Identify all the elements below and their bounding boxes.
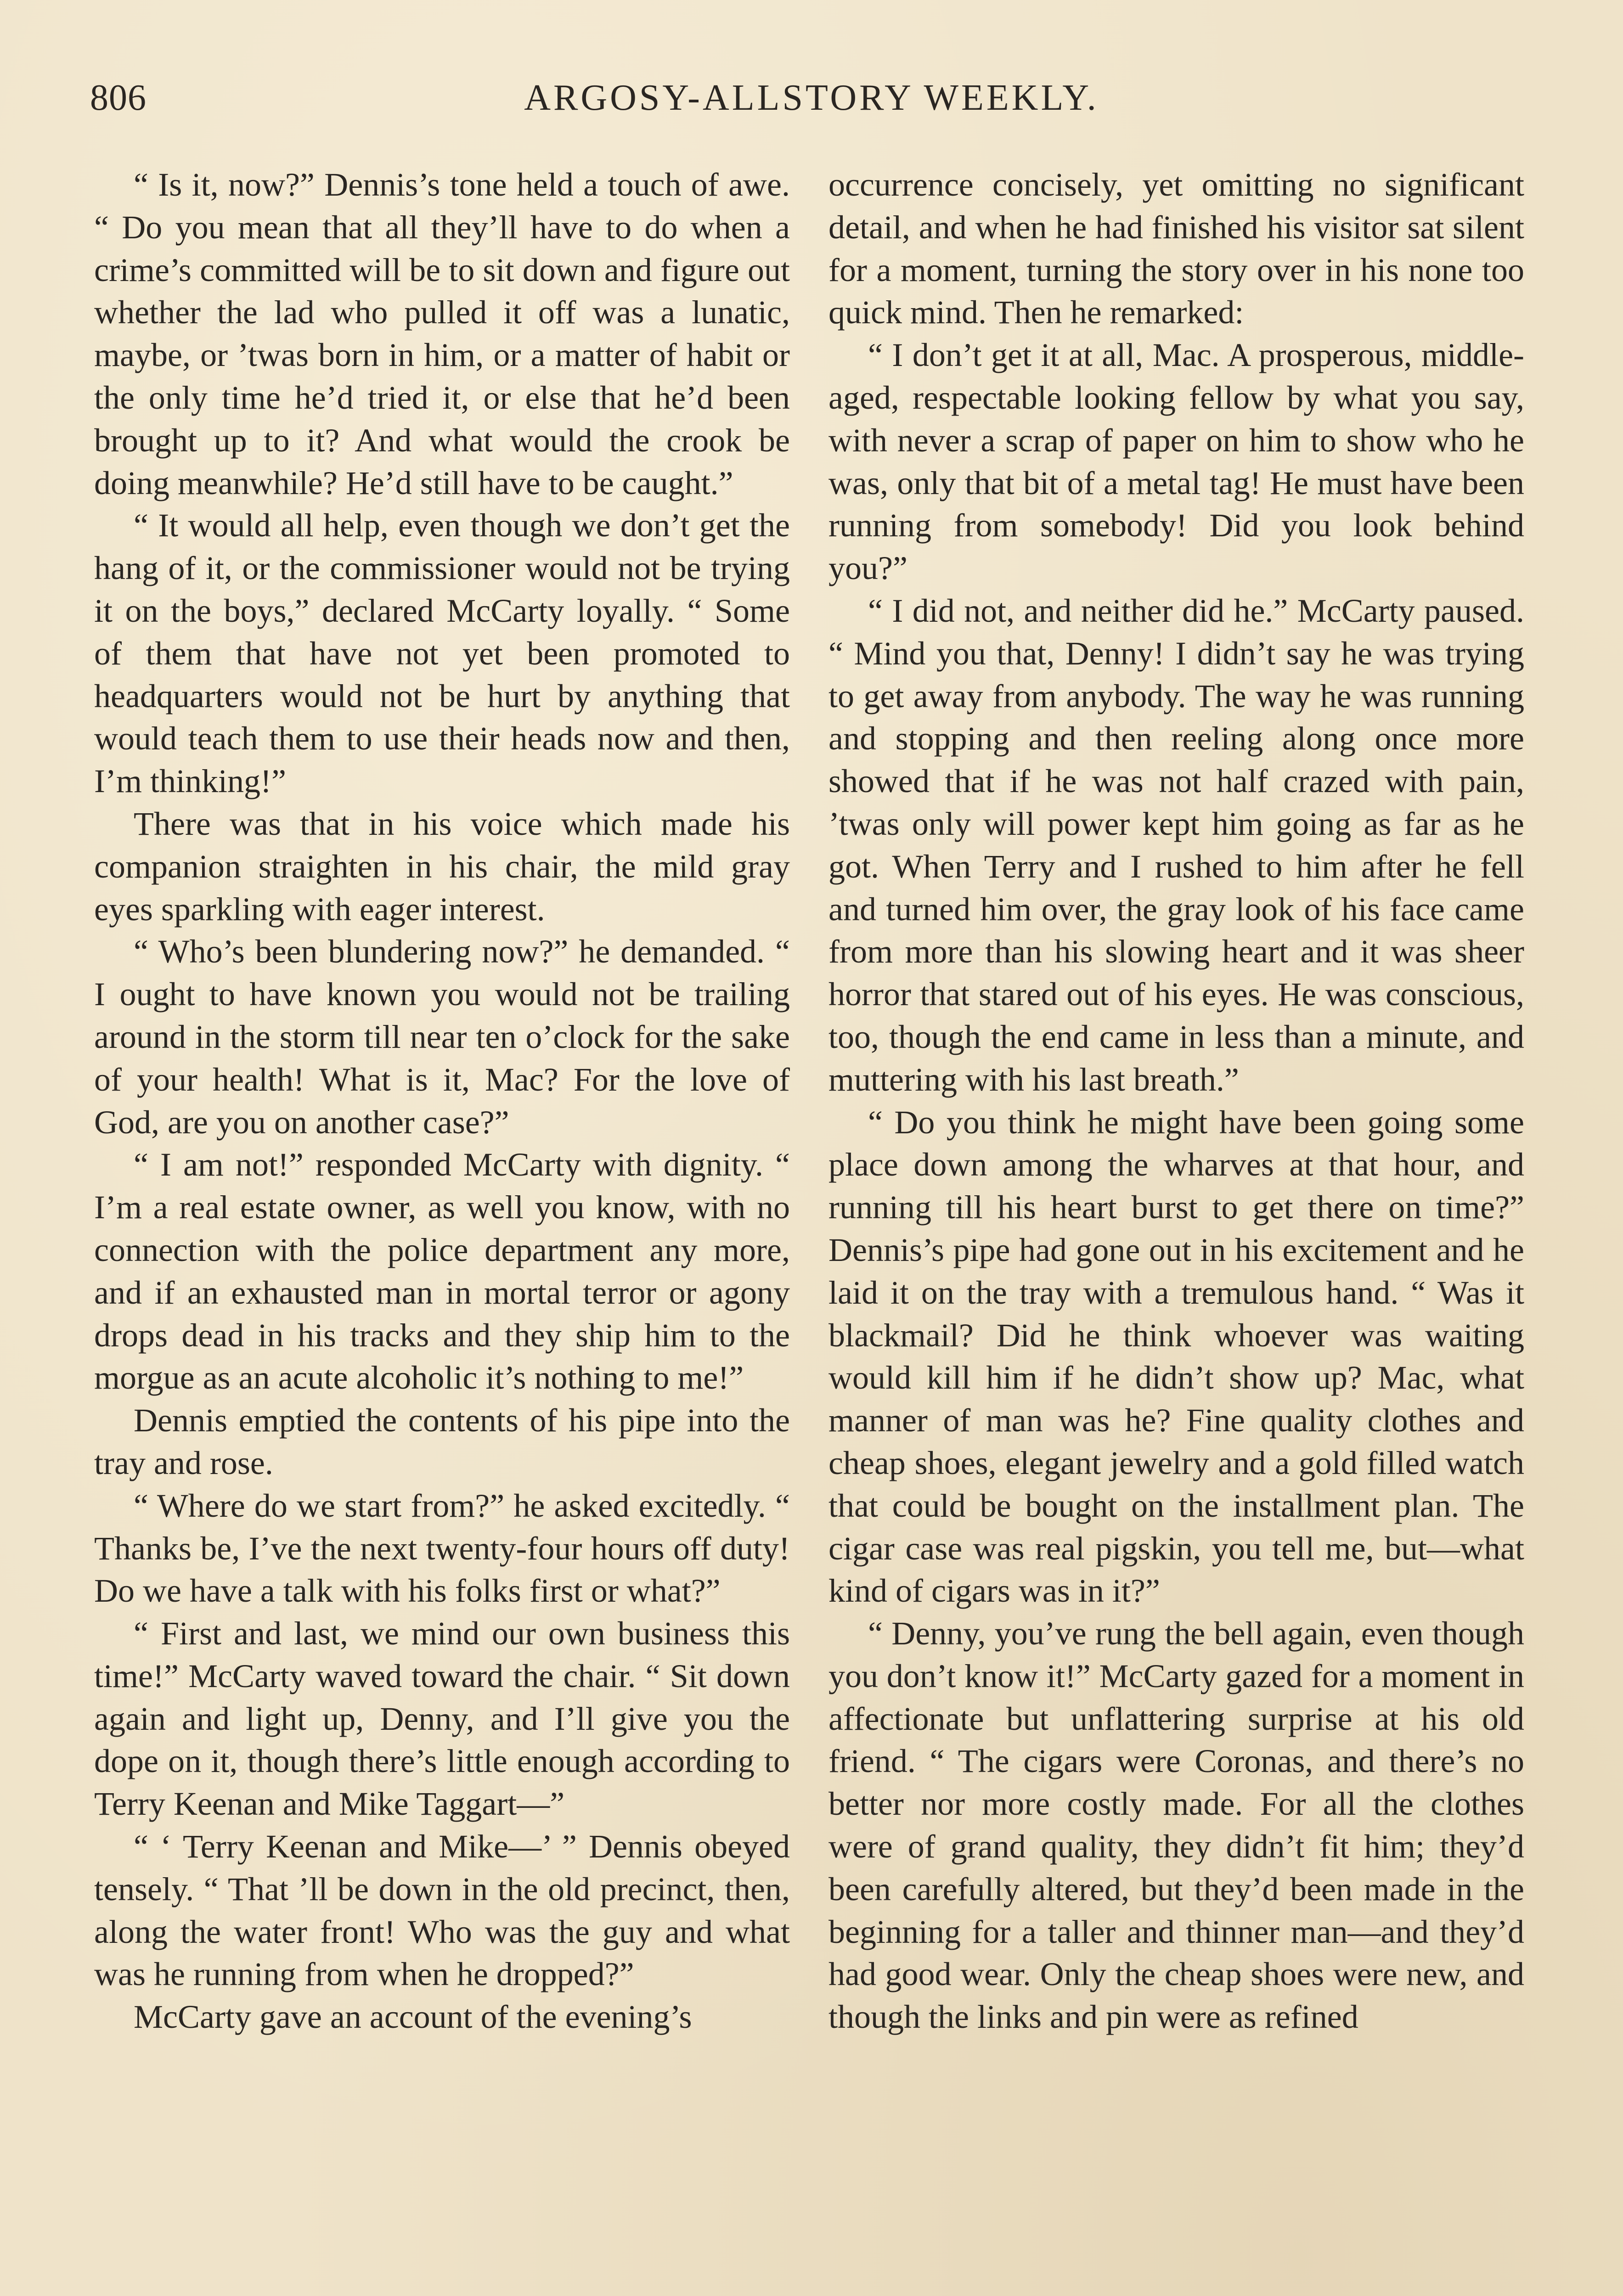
paragraph: “ I did not, and neither did he.” McCarty paused. “ Mind you that, Denny! I didn’t say he was trying to get away from anybody. The way he was running and stopping and then reeling along once more showed that if he was not half crazed with pain, ’twas only will power kept him going as far as he got. When Terry and I rushed to him after he fell and turned him over, the gray look of his face came from more than his slowing heart and it was sheer horror that stared out of his eyes. He was conscious, too, though the end came in less than a minute, and muttering with his last breath.” <box>828 592 1524 1098</box>
paragraph: “ Is it, now?” Dennis’s tone held a touch of awe. “ Do you mean that all they’ll have to do when a crime’s committed will be to sit down and figure out whether the lad who pulled it off was a lunatic, maybe, or ’twas born in him, or a matter of habit or the only time he’d tried it, or else that he’d been brought up to it? And what would the crook be doing meanwhile? He’d still have to be caught.” <box>94 166 790 501</box>
paragraph: There was that in his voice which made his companion straighten in his chair, the mild gray eyes sparkling with eager interest. <box>94 805 790 928</box>
paragraph: “ Do you think he might have been going some place down among the wharves at that hour, and running till his heart burst to get there on time?” Dennis’s pipe had gone out in his excitement and he laid it on the tray with a tremulous hand. “ Was it blackmail? Did he think whoever was waiting would kill him if he didn’t show up? Mac, what manner of man was he? Fine quality clothes and cheap shoes, elegant jewelry and a gold filled watch that could be bought on the installment plan. The cigar case was real pigskin, you tell me, but—what kind of cigars was in it?” <box>828 1103 1524 1609</box>
paragraph: “ Denny, you’ve rung the bell again, even though you don’t know it!” McCarty gazed for a moment in affectionate but unflattering surprise at his old friend. “ The cigars were Coronas, and there’s no better nor more costly made. For all the clothes were of grand quality, they didn’t fit him; they’d been carefully altered, but they’d been made in the beginning for a taller and thinner man—and they’d had good wear. Only the cheap shoes were new, and though the links and pin were as refined <box>828 1615 1524 2036</box>
paragraph: McCarty gave an account of the evening’s <box>134 1998 692 2036</box>
paragraph: “ Who’s been blundering now?” he demanded. “ I ought to have known you would not be trailing around in the storm till near ten o’clock for the sake of your health! What is it, Mac? For the love of God, are you on another case?” <box>94 933 790 1141</box>
paragraph: Dennis emptied the contents of his pipe into the tray and rose. <box>94 1402 790 1481</box>
right-column <box>828 163 1524 2296</box>
paragraph: “ I don’t get it at all, Mac. A prosperous, middle-aged, respectable looking fellow by what you say, with never a scrap of paper on him to show who he was, only that bit of a metal tag! He must have been running from somebody! Did you look behind you?” <box>828 337 1524 587</box>
paragraph: “ I am not!” responded McCarty with dignity. “ I’m a real estate owner, as well you know, with no connection with the police department any more, and if an exhausted man in mortal terror or agony drops dead in his tracks and they ship him to the morgue as an acute alcoholic it’s nothing to me!” <box>94 1146 790 1396</box>
paragraph: “ It would all help, even though we don’t get the hang of it, or the commissioner would not be trying it on the boys,” declared McCarty loyally. “ Some of them that have not yet been promoted to headquarters would not be hurt by anything that would teach them to use their heads now and then, I’m thinking!” <box>94 507 790 800</box>
paragraph-continued: occurrence concisely, yet omitting no significant detail, and when he had finished his visitor sat silent for a moment, turning the story over in his none too quick mind. Then he remarked: <box>828 166 1524 331</box>
running-head: ARGOSY-ALLSTORY WEEKLY. <box>524 78 1099 118</box>
paragraph: “ First and last, we mind our own business this time!” McCarty waved toward the chair. “ Sit down again and light up, Denny, and I’ll give you the dope on it, though there’s little enough according to Terry Keenan and Mike Taggart—” <box>94 1615 790 1823</box>
left-column <box>94 163 790 2296</box>
paragraph: “ ‘ Terry Keenan and Mike—’ ” Dennis obeyed tensely. “ That ’ll be down in the old precinct, then, along the water front! Who was the guy and what was he running from when he dropped?” <box>94 1828 790 1993</box>
paragraph: “ Where do we start from?” he asked excitedly. “ Thanks be, I’ve the next twenty-four hours off duty! Do we have a talk with his folks first or what?” <box>94 1487 790 1609</box>
page-number: 806 <box>90 78 147 118</box>
